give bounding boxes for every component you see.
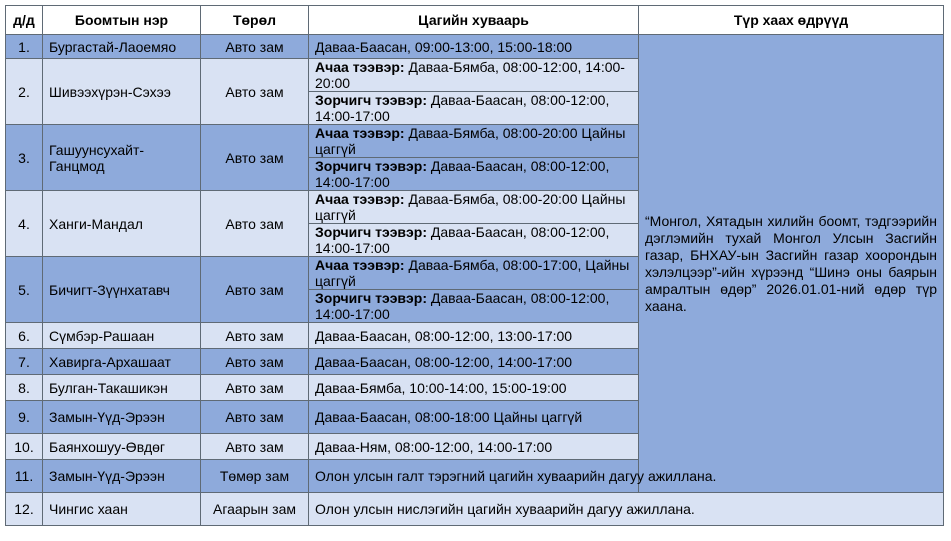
row-type: Авто зам: [201, 349, 309, 375]
row-cargo-schedule: [309, 125, 639, 158]
row-num: 10.: [6, 434, 43, 460]
row-cargo-schedule: [309, 191, 639, 224]
row-name: Шивээхүрэн-Сэхээ: [43, 59, 201, 125]
header-name: Боомтын нэр: [43, 6, 201, 35]
cargo-label: Ачаа тээвэр:: [315, 59, 405, 75]
row-name: Баянхошуу-Өвдөг: [43, 434, 201, 460]
row-name: Гашуунсухайт-Ганцмод: [43, 125, 201, 191]
row-num: 2.: [6, 59, 43, 125]
row-passenger-schedule: [309, 158, 639, 191]
cargo-label: Ачаа тээвэр:: [315, 257, 405, 273]
row-name: Булган-Такашикэн: [43, 375, 201, 401]
cargo-label: Ачаа тээвэр:: [315, 191, 405, 207]
row-schedule: Даваа-Баасан, 08:00-18:00 Цайны цаггүй: [309, 401, 639, 434]
table-row: [6, 460, 944, 493]
row-name: Ханги-Мандал: [43, 191, 201, 257]
row-name: Замын-Үүд-Эрээн: [43, 401, 201, 434]
header-num: д/д: [6, 6, 43, 35]
row-type: Агаарын зам: [201, 493, 309, 526]
passenger-hours: Даваа-Баасан, 08:00-12:00, 14:00-17:00: [315, 290, 610, 322]
closure-note: “Монгол, Хятадын хилийн боомт, тэдгээрийн дэглэмийн тухай Монгол Улсын Засгийн газар, БНХАУ-ын Засгийн газар хоорондын хэлэлцээр”-ийн хүрээнд “Шинэ оны баярын амралтын өдөр” 2026.01.01-ний өдөр түр хаана.: [639, 35, 944, 493]
table-row: [6, 35, 944, 59]
row-name: Замын-Үүд-Эрээн: [43, 460, 201, 493]
header-type: Төрөл: [201, 6, 309, 35]
row-passenger-schedule: [309, 290, 639, 323]
cargo-label: Ачаа тээвэр:: [315, 125, 405, 141]
passenger-hours: Даваа-Баасан, 08:00-12:00, 14:00-17:00: [315, 92, 610, 124]
row-num: 5.: [6, 257, 43, 323]
row-type: Авто зам: [201, 401, 309, 434]
passenger-label: Зорчигч тээвэр:: [315, 92, 427, 108]
row-passenger-schedule: [309, 92, 639, 125]
row-type: Авто зам: [201, 323, 309, 349]
passenger-label: Зорчигч тээвэр:: [315, 224, 427, 240]
row-name: Бургастай-Лаоемяо: [43, 35, 201, 59]
cargo-hours: Даваа-Бямба, 08:00-20:00 Цайны цаггүй: [315, 191, 626, 223]
table-row: [6, 493, 944, 526]
row-num: 6.: [6, 323, 43, 349]
row-passenger-schedule: [309, 224, 639, 257]
row-num: 11.: [6, 460, 43, 493]
row-num: 8.: [6, 375, 43, 401]
row-type: Авто зам: [201, 35, 309, 59]
row-cargo-schedule: [309, 257, 639, 290]
row-type: Төмөр зам: [201, 460, 309, 493]
cargo-hours: Даваа-Бямба, 08:00-20:00 Цайны цаггүй: [315, 125, 626, 157]
passenger-hours: Даваа-Баасан, 08:00-12:00, 14:00-17:00: [315, 158, 610, 190]
row-schedule: Даваа-Баасан, 08:00-12:00, 14:00-17:00: [309, 349, 639, 375]
row-num: 3.: [6, 125, 43, 191]
row-num: 4.: [6, 191, 43, 257]
row-num: 12.: [6, 493, 43, 526]
border-crossing-schedule: [5, 5, 944, 526]
header-row: [6, 6, 944, 35]
row-name: Чингис хаан: [43, 493, 201, 526]
row-type: Авто зам: [201, 375, 309, 401]
row-num: 1.: [6, 35, 43, 59]
cargo-hours: Даваа-Бямба, 08:00-12:00, 14:00-20:00: [315, 59, 625, 91]
row-schedule: Даваа-Ням, 08:00-12:00, 14:00-17:00: [309, 434, 639, 460]
row-type: Авто зам: [201, 125, 309, 191]
row-type: Авто зам: [201, 59, 309, 125]
row-schedule: Даваа-Бямба, 10:00-14:00, 15:00-19:00: [309, 375, 639, 401]
cargo-hours: Даваа-Бямба, 08:00-17:00, Цайны цаггүй: [315, 257, 630, 289]
passenger-label: Зорчигч тээвэр:: [315, 158, 427, 174]
passenger-label: Зорчигч тээвэр:: [315, 290, 427, 306]
schedule-table: [5, 5, 944, 526]
row-type: Авто зам: [201, 191, 309, 257]
passenger-hours: Даваа-Баасан, 08:00-12:00, 14:00-17:00: [315, 224, 610, 256]
row-name: Бичигт-Зүүнхатавч: [43, 257, 201, 323]
row-cargo-schedule: [309, 59, 639, 92]
row-type: Авто зам: [201, 257, 309, 323]
row-schedule: Даваа-Баасан, 09:00-13:00, 15:00-18:00: [309, 35, 639, 59]
row-num: 9.: [6, 401, 43, 434]
header-closure: Түр хаах өдрүүд: [639, 6, 944, 35]
row-name: Сүмбэр-Рашаан: [43, 323, 201, 349]
row-num: 7.: [6, 349, 43, 375]
row-schedule: Олон улсын галт тэрэгний цагийн хуваарийн дагуу ажиллана.: [309, 460, 944, 493]
header-schedule: Цагийн хуваарь: [309, 6, 639, 35]
row-schedule: Даваа-Баасан, 08:00-12:00, 13:00-17:00: [309, 323, 639, 349]
row-name: Хавирга-Архашаат: [43, 349, 201, 375]
row-type: Авто зам: [201, 434, 309, 460]
row-schedule: Олон улсын нислэгийн цагийн хуваарийн дагуу ажиллана.: [309, 493, 944, 526]
